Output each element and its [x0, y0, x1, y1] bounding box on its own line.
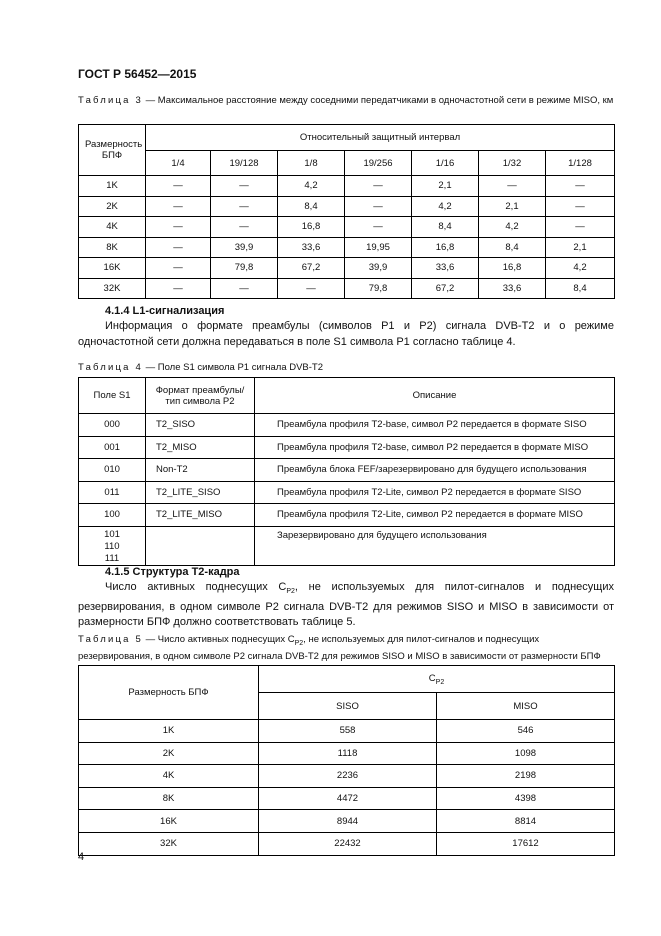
table4-row [79, 414, 615, 437]
table5-cell: 4398 [437, 787, 615, 810]
table5-row [79, 810, 615, 833]
table4-cell: 000 [79, 414, 146, 437]
para-text: , не используемых для пилот-сигналов и поднесущих резервирования, в одном символе P2 сигнала DVB-T2 для режимов SISO и MISO в зависимости от размерности БПФ должно соответствовать таблице 5. [78, 581, 614, 629]
table5-caption-lead: Таблица 5 [78, 634, 143, 645]
table3-row [79, 196, 615, 217]
table3-cell: — [146, 278, 211, 299]
table4-cell: T2_SISO [146, 414, 255, 437]
table3-subheader: 1/128 [546, 151, 615, 176]
table3-cell: — [146, 217, 211, 238]
table3-caption-text: — Максимальное расстояние между соседними передатчиками в одночастотной сети в режиме MISO, км [142, 95, 614, 106]
table4-cell: T2_MISO [146, 436, 255, 459]
table4-cell: Преамбула блока FEF/зарезервировано для будущего использования [255, 459, 615, 482]
symbol-subscript: P2 [294, 639, 304, 647]
table3-cell: 4K [79, 217, 146, 238]
table3-cell: — [345, 217, 412, 238]
table3-cell: — [345, 196, 412, 217]
table3-subheader: 1/4 [146, 151, 211, 176]
code-value: 110 [104, 540, 120, 552]
table5-cell: 2236 [259, 765, 437, 788]
table5-cell: 4472 [259, 787, 437, 810]
table3-cell: — [479, 176, 546, 197]
table3-caption-lead: Таблица 3 [78, 95, 143, 106]
table5-row [79, 765, 615, 788]
table3-cell: — [211, 217, 278, 238]
table3-cell: 8,4 [278, 196, 345, 217]
table5-row [79, 832, 615, 855]
page-number: 4 [78, 851, 85, 863]
table4 [78, 377, 615, 566]
table4-row [79, 436, 615, 459]
table3-subheader: 1/32 [479, 151, 546, 176]
table3-cell: 2K [79, 196, 146, 217]
table3-cell: — [211, 278, 278, 299]
table4-header: Формат преамбулы/тип символа P2 [146, 378, 255, 414]
table4-header: Описание [255, 378, 615, 414]
table3-cell: — [146, 258, 211, 279]
table3-cell: 33,6 [412, 258, 479, 279]
table5 [78, 665, 615, 856]
symbol: C [428, 672, 436, 684]
table3-row [79, 278, 615, 299]
table3-row [79, 217, 615, 238]
table4-cell: 001 [79, 436, 146, 459]
table4-cell: T2_LITE_SISO [146, 481, 255, 504]
table3-cell: 39,9 [345, 258, 412, 279]
para-text: Число активных поднесущих C [105, 581, 287, 593]
code-value: 111 [104, 552, 120, 564]
table4-cell: 100 [79, 504, 146, 527]
table3-cell: 16,8 [479, 258, 546, 279]
caption-text: — Число активных поднесущих C [142, 634, 295, 645]
table3-cell: 16K [79, 258, 146, 279]
table3-row [79, 237, 615, 258]
table3-cell: — [146, 237, 211, 258]
document-header: ГОСТ Р 56452—2015 [78, 67, 197, 81]
table4-cell: T2_LITE_MISO [146, 504, 255, 527]
symbol-subscript: P2 [435, 678, 445, 686]
table4-cell: Преамбула профиля T2-base, символ P2 передается в формате SISO [255, 414, 615, 437]
table4-caption-text: — Поле S1 символа P1 сигнала DVB-T2 [142, 362, 324, 373]
table3-cell: 1K [79, 176, 146, 197]
table5-subheader: MISO [437, 693, 615, 720]
table4-cell: Преамбула профиля T2-base, символ P2 передается в формате MISO [255, 436, 615, 459]
table3 [78, 124, 615, 299]
table5-cell: 4K [79, 765, 259, 788]
table5-cell: 1118 [259, 742, 437, 765]
table4-cell-codes [79, 526, 146, 565]
table4-caption-lead: Таблица 4 [78, 362, 143, 373]
table3-cell: 33,6 [278, 237, 345, 258]
table5-header-group [259, 666, 615, 693]
table3-cell: — [546, 196, 615, 217]
table3-cell: 33,6 [479, 278, 546, 299]
section-414-heading: 4.1.4 L1-сигнализация [105, 305, 225, 317]
table3-cell: 79,8 [345, 278, 412, 299]
table4-cell-description: Зарезервировано для будущего использования [255, 526, 615, 565]
table3-cell: — [278, 278, 345, 299]
table5-subheader: SISO [259, 693, 437, 720]
table5-header-fft: Размерность БПФ [79, 666, 259, 720]
table3-header-fft: Размерность БПФ [79, 125, 146, 176]
table5-cell: 8K [79, 787, 259, 810]
table4-cell: 011 [79, 481, 146, 504]
table4-row [79, 481, 615, 504]
code-value: 101 [104, 528, 120, 540]
table3-cell: 2,1 [412, 176, 479, 197]
table3-cell: 2,1 [479, 196, 546, 217]
table3-cell: 32K [79, 278, 146, 299]
table3-cell: 4,2 [546, 258, 615, 279]
table5-cell: 558 [259, 720, 437, 743]
table3-caption [78, 94, 614, 107]
table4-cell: Преамбула профиля T2-Lite, символ P2 передается в формате SISO [255, 481, 615, 504]
table3-cell: 67,2 [412, 278, 479, 299]
table3-subheader: 1/16 [412, 151, 479, 176]
section-415-heading: 4.1.5 Структура T2-кадра [105, 566, 240, 578]
table3-cell: — [546, 176, 615, 197]
table4-cell-format [146, 526, 255, 565]
section-414-paragraph: Информация о формате преамбулы (символов P1 и P2) сигнала DVB-T2 и о режиме одночастотной сети должна передаваться в поле S1 символа P1 согласно таблице 4. [78, 320, 614, 348]
table3-cell: — [345, 176, 412, 197]
table5-cell: 2K [79, 742, 259, 765]
table3-cell: 4,2 [479, 217, 546, 238]
table5-cell: 8944 [259, 810, 437, 833]
table4-caption [78, 361, 323, 374]
caption-text: , не используемых для пилот-сигналов и поднесущих резервирования, в одном символе P2 сигнала DVB-T2 для режимов SISO и MISO в зависимости от размерности БПФ [78, 634, 601, 662]
table4-row [79, 504, 615, 527]
table5-cell: 546 [437, 720, 615, 743]
table5-cell: 22432 [259, 832, 437, 855]
symbol-subscript: P2 [286, 588, 295, 596]
table5-caption [78, 633, 614, 663]
table4-row-reserved [79, 526, 615, 565]
table3-cell: 79,8 [211, 258, 278, 279]
table3-cell: 4,2 [278, 176, 345, 197]
table4-row [79, 459, 615, 482]
table3-cell: 39,9 [211, 237, 278, 258]
table3-cell: — [211, 196, 278, 217]
table3-cell: — [146, 176, 211, 197]
section-415-paragraph [78, 580, 614, 631]
table3-subheader: 19/128 [211, 151, 278, 176]
table3-subheader: 19/256 [345, 151, 412, 176]
table4-header: Поле S1 [79, 378, 146, 414]
table5-cell: 17612 [437, 832, 615, 855]
table3-cell: 8,4 [479, 237, 546, 258]
table4-cell: Преамбула профиля T2-Lite, символ P2 передается в формате MISO [255, 504, 615, 527]
table5-cell: 2198 [437, 765, 615, 788]
table3-row [79, 258, 615, 279]
table3-header-group: Относительный защитный интервал [146, 125, 615, 151]
table3-cell: — [146, 196, 211, 217]
table3-cell: 8,4 [546, 278, 615, 299]
table3-cell: 16,8 [412, 237, 479, 258]
table4-cell: 010 [79, 459, 146, 482]
table3-cell: 67,2 [278, 258, 345, 279]
table3-subheader-row [79, 151, 615, 176]
table5-cell: 32K [79, 832, 259, 855]
table5-cell: 1098 [437, 742, 615, 765]
table4-cell: Non-T2 [146, 459, 255, 482]
table3-row [79, 176, 615, 197]
table3-cell: 8,4 [412, 217, 479, 238]
table3-cell: — [546, 217, 615, 238]
table3-cell: 2,1 [546, 237, 615, 258]
table4-header-row [79, 378, 615, 414]
table5-cell: 16K [79, 810, 259, 833]
table3-cell: 8K [79, 237, 146, 258]
table3-cell: 4,2 [412, 196, 479, 217]
table5-row [79, 787, 615, 810]
table5-cell: 1K [79, 720, 259, 743]
table3-subheader: 1/8 [278, 151, 345, 176]
table3-cell: 16,8 [278, 217, 345, 238]
table3-cell: 19,95 [345, 237, 412, 258]
table3-cell: — [211, 176, 278, 197]
table5-cell: 8814 [437, 810, 615, 833]
table5-row [79, 742, 615, 765]
table5-row [79, 720, 615, 743]
